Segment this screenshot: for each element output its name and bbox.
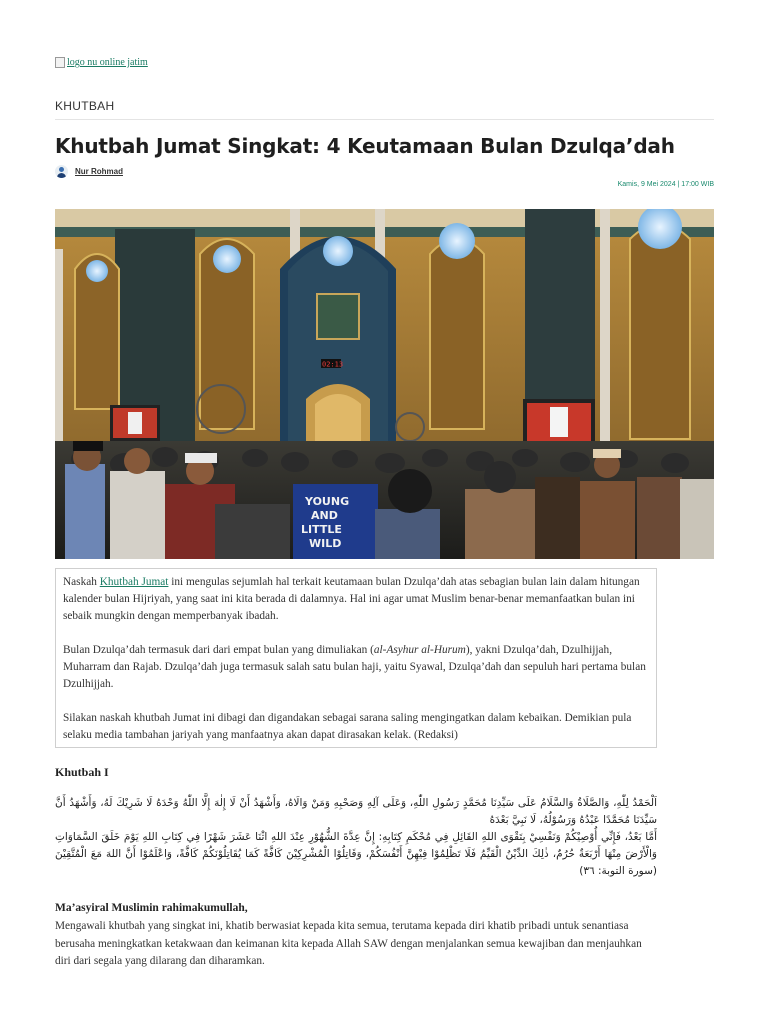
excerpt-paragraph-3: Silakan naskah khutbah Jumat ini dibagi dan digandakan sebagai sarana saling mengingatkan dalam kebaikan. Demikian pula selaku media tambahan jariyah yang manfaatnya akan dapat dirasakan kelak. (Redaksi) — [63, 712, 632, 741]
hero-clock-text: 02:13 — [322, 360, 344, 369]
arabic-text-block — [55, 795, 657, 880]
site-logo-alt-text: logo nu online jatim — [67, 57, 148, 68]
mosque-interior-photo — [55, 209, 714, 559]
arabic-paragraph-2: أَمَّا بَعْدُ، فَإِنِّي أُوْصِيْكُمْ وَنَفْسِيْ بِتَقْوَى اللهِ القَائِلِ فِي مُحْكَمِ كِتَابِهِ: إِنَّ عِدَّةَ الشُّهُوْرِ عِنْدَ اللهِ اثْنَا عَشَرَ شَهْرًا فِي كِتَابِ اللهِ يَوْمَ خَلَقَ السَّمَاوَاتِ وَالْأَرْضَ مِنْهَا أَرْبَعَةٌ حُرُمٌ، ذٰلِكَ الدِّيْنُ الْقَيِّمُ فَلَا تَظْلِمُوْا فِيْهِنَّ أَنْفُسَكُمْ، وَقَاتِلُوْا الْمُشْرِكِيْنَ كَافَّةً كَمَا يُقَاتِلُوْنَكُمْ كَافَّةً، وَاعْلَمُوْا أَنَّ اللهَ مَعَ الْمُتَّقِيْنَ (سورة التوبة: ٣٦) — [55, 831, 657, 877]
hero-shirt-text-4: WILD — [309, 537, 342, 550]
hero-image — [55, 209, 714, 559]
arabic-paragraph-1: اَلْحَمْدُ لِلّٰهِ، وَالصَّلَاةُ وَالسَّلَامُ عَلَى سَيِّدِنَا مُحَمَّدٍ رَسُولِ اللّٰهِ، وَعَلَى آلِهِ وَصَحْبِهِ وَمَنْ وَالَاهُ، وَأَشْهَدُ أَنْ لَا إِلٰهَ إِلَّا اللّٰهُ وَحْدَهُ لَا شَرِيْكَ لَهُ، وَأَشْهَدُ أَنَّ سَيِّدَنَا مُحَمَّدًا عَبْدُهُ وَرَسُوْلُهُ، لَا نَبِيَّ بَعْدَهُ — [55, 797, 657, 826]
author-name[interactable]: Nur Rohmad — [75, 167, 123, 176]
author-byline[interactable] — [55, 165, 123, 178]
site-logo-link[interactable] — [55, 57, 148, 68]
broken-image-icon — [55, 57, 65, 68]
khutbah-subheading: Ma’asyiral Muslimin rahimakumullah, — [55, 902, 248, 914]
khutbah-body-paragraph: Mengawali khutbah yang singkat ini, khatib berwasiat kepada kita semua, terutama kepada diri khatib pribadi untuk senantiasa berusaha meningkatkan ketakwaan dan keimanan kita kepada Allah SAW dengan menjalankan semua kewajiban dan menjauhkan diri dari segala yang dilarang dan diharamkan. — [55, 920, 642, 967]
khutbah-jumat-link[interactable]: Khutbah Jumat — [99, 576, 169, 588]
category-label[interactable]: KHUTBAH — [55, 99, 115, 113]
excerpt-paragraph-2: Bulan Dzulqa’dah termasuk dari dari empat bulan yang dimuliakan (al-Asyhur al-Hurum), yakni Dzulqa’dah, Dzulhijjah, Muharram dan Rajab. Dzulqa’dah juga termasuk salah satu bulan haji, yaitu Syawal, Dzulqa’dah dan sepuluh hari pertama bulan Dzulhijjah. — [63, 644, 646, 690]
author-avatar — [55, 165, 68, 178]
excerpt-paragraph-1: Naskah Khutbah Jumat ini mengulas sejumlah hal terkait keutamaan bulan Dzulqa’dah atas sebagian bulan lain dalam hitungan kalender bulan Hijriyah, yang saat ini kita berada di dalamnya. Hal ini agar umat Muslim benar-benar memanfaatkan bulan ini sebaik mungkin dengan memperbanyak ibadah. — [63, 576, 640, 622]
header-divider — [55, 119, 714, 120]
article-title: Khutbah Jumat Singkat: 4 Keutamaan Bulan Dzulqa’dah — [55, 134, 675, 158]
article-excerpt-box — [55, 568, 657, 748]
publish-date: Kamis, 9 Mei 2024 | 17:00 WIB — [617, 181, 714, 188]
hero-shirt-text-3: LITTLE — [301, 523, 342, 536]
hero-shirt-text-2: AND — [311, 509, 338, 522]
khutbah-heading: Khutbah I — [55, 765, 109, 779]
hero-shirt-text-1: YOUNG — [305, 495, 350, 508]
